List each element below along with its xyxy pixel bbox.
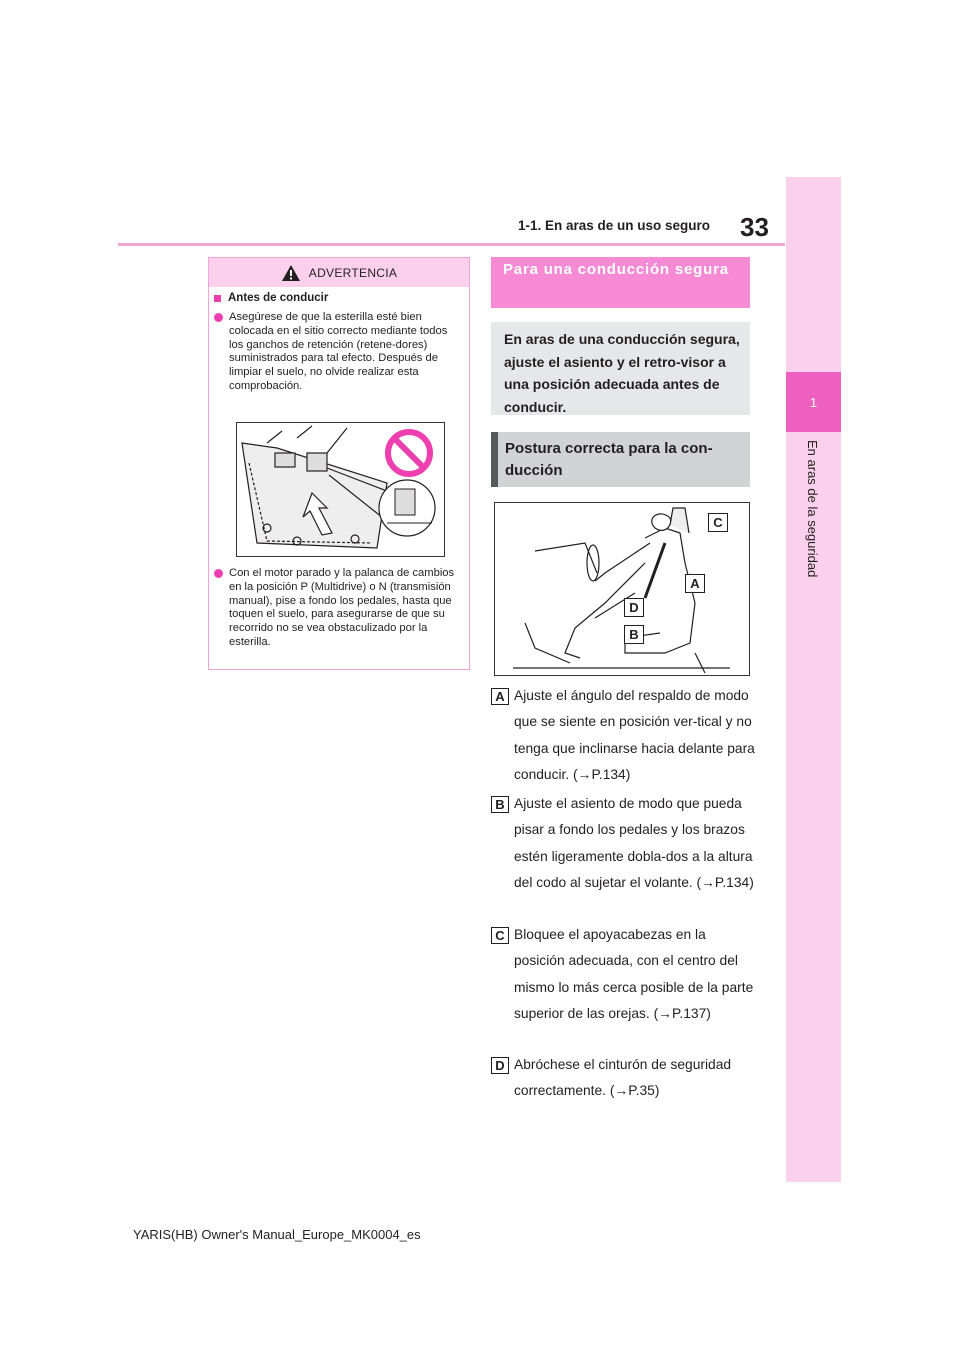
figure-label-b: B bbox=[624, 625, 644, 644]
warning-title: ADVERTENCIA bbox=[308, 265, 398, 280]
warning-header bbox=[209, 258, 469, 287]
warning-box bbox=[208, 257, 470, 670]
header-rule bbox=[118, 243, 785, 246]
section-title: 1-1. En aras de un uso seguro bbox=[518, 218, 711, 233]
item-a-label: A bbox=[491, 688, 509, 705]
circle-bullet-icon bbox=[214, 313, 223, 322]
intro-box: En aras de una conducción segura, ajuste el asiento y el retro-visor a una posición adecuada antes de conducir. bbox=[491, 322, 750, 415]
floor-mat-illustration bbox=[236, 422, 445, 557]
circle-bullet-icon bbox=[214, 569, 223, 578]
safe-driving-heading: Para una conducción segura bbox=[491, 257, 750, 308]
floor-mat-drawing bbox=[237, 423, 444, 556]
item-d-label: D bbox=[491, 1057, 509, 1074]
item-b-label: B bbox=[491, 796, 509, 813]
posture-heading: Postura correcta para la con-ducción bbox=[491, 432, 750, 487]
driving-posture-illustration bbox=[494, 502, 750, 676]
item-b-text: Ajuste el asiento de modo que pueda pisar a fondo los pedales y los brazos estén ligeramente dobla-dos a la altura del codo al sujetar el volante. (→P.134) bbox=[514, 796, 754, 891]
warning-bullet-1-text: Asegúrese de que la esterilla esté bien colocada en el sitio correcto mediante todos los ganchos de retención (retene-dores) suministrados para tal efecto. Después de limpiar el suelo, no olvide realizar esta comprobación. bbox=[229, 311, 448, 392]
warning-triangle-icon bbox=[281, 264, 301, 282]
item-c-text: Bloquee el apoyacabezas en la posición adecuada, con el centro del mismo lo más cerca posible de la parte superior de las orejas. (→P.137) bbox=[514, 927, 754, 1022]
warning-subtitle: Antes de conducir bbox=[228, 292, 329, 304]
figure-label-d: D bbox=[624, 598, 644, 617]
chapter-title: En aras de la seguridad bbox=[805, 440, 820, 578]
warning-bullet-2-text: Con el motor parado y la palanca de cambios en la posición P (Multidrive) o N (transmisión manual), pise a fondo los pedales, hasta que toquen el suelo, para asegurarse de que su recorrido no se vea obstaculizado por la esterilla. bbox=[229, 567, 455, 648]
chapter-number: 1 bbox=[809, 394, 818, 410]
chapter-side-title bbox=[800, 440, 824, 620]
warning-bullet-1 bbox=[214, 311, 464, 394]
item-a-text: Ajuste el ángulo del respaldo de modo que se siente en posición ver-tical y no tenga que inclinarse hacia delante para conducir. (→P.134) bbox=[514, 688, 755, 783]
chapter-side-strip bbox=[786, 177, 841, 1182]
warning-bullet-2 bbox=[214, 567, 464, 650]
square-bullet-icon bbox=[214, 295, 221, 302]
footer-text: YARIS(HB) Owner's Manual_Europe_MK0004_es bbox=[133, 1227, 421, 1242]
figure-label-c: C bbox=[708, 513, 728, 532]
page-number: 33 bbox=[740, 212, 769, 242]
item-d-text: Abróchese el cinturón de seguridad correctamente. (→P.35) bbox=[514, 1057, 732, 1099]
warning-subtitle-row bbox=[214, 292, 328, 304]
item-c-label: C bbox=[491, 927, 509, 944]
figure-label-a: A bbox=[685, 574, 705, 593]
chapter-tab bbox=[786, 372, 841, 432]
